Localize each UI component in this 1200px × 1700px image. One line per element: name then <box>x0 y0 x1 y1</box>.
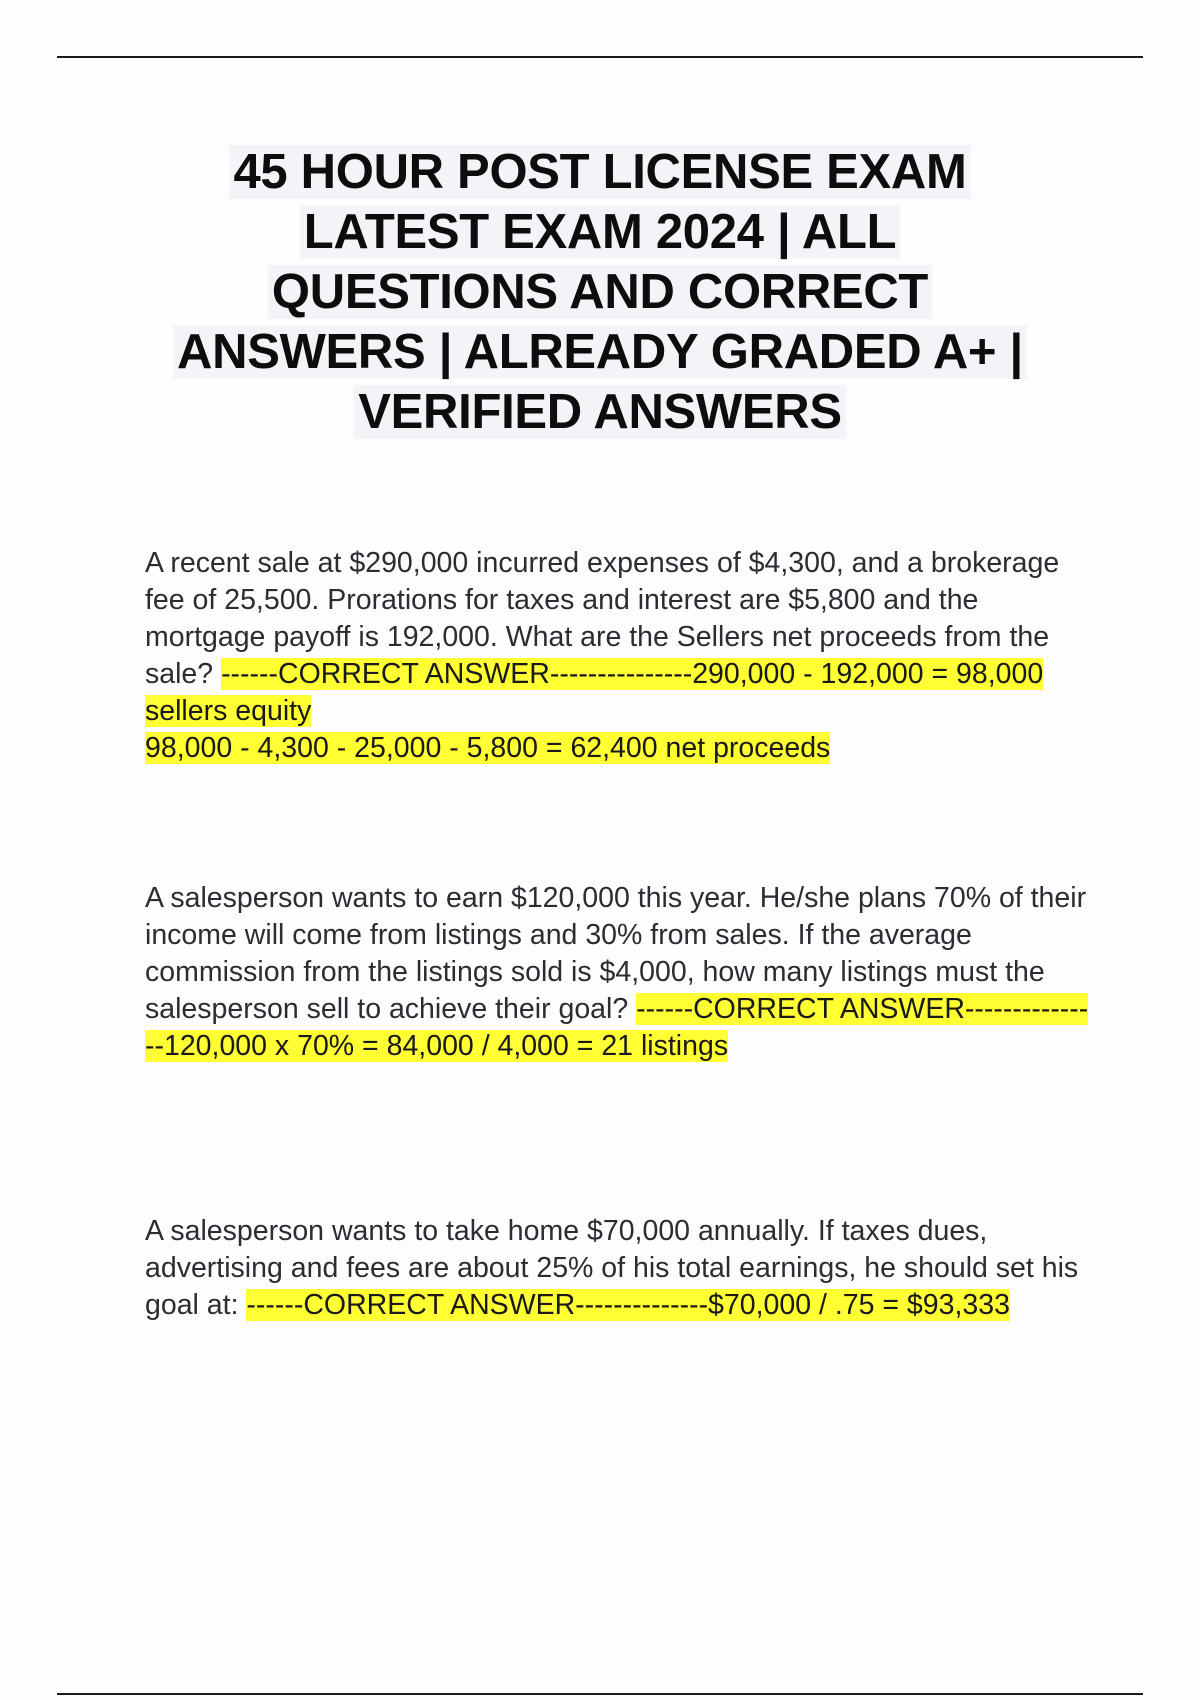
question-text: A recent sale at $290,000 incurred expenses of $4,300, and a brokerage fee of 25,500. Prorations for taxes and interest are $5,800 and the mortgage payoff is 192,000. What are the Sellers net proceeds from the sale? <box>145 547 1060 690</box>
answer-text: ------CORRECT ANSWER---------------120,000 x 70% = 84,000 / 4,000 = 21 listings <box>145 993 1089 1062</box>
answer-text: 98,000 - 4,300 - 25,000 - 5,800 = 62,400 net proceeds <box>145 732 831 764</box>
title-line: QUESTIONS AND CORRECT <box>268 265 932 319</box>
answer-highlight <box>246 1289 1010 1321</box>
question-text: A salesperson wants to take home $70,000 annually. If taxes dues, advertising and fees are about 25% of his total earnings, he should set his goal at: <box>145 1215 1079 1321</box>
title-line: VERIFIED ANSWERS <box>354 385 845 439</box>
answer-text: ------CORRECT ANSWER--------------$70,000 / .75 = $93,333 <box>246 1289 1010 1321</box>
answer-text: ------CORRECT ANSWER---------------290,000 - 192,000 = 98,000 sellers equity <box>145 658 1044 727</box>
title-line: LATEST EXAM 2024 | ALL <box>300 205 900 259</box>
question-text: A salesperson wants to earn $120,000 this year. He/she plans 70% of their income will come from listings and 30% from sales. If the average commission from the listings sold is $4,000, how many listings must the salesperson sell to achieve their goal? <box>145 882 1087 1025</box>
question-block <box>145 545 1090 767</box>
title-line: ANSWERS | ALREADY GRADED A+ | <box>173 325 1027 379</box>
question-block <box>145 1213 1090 1324</box>
title-line: 45 HOUR POST LICENSE EXAM <box>229 145 970 199</box>
header-rule <box>57 56 1143 58</box>
answer-highlight <box>145 658 1043 764</box>
question-block <box>145 880 1090 1065</box>
document-title <box>140 142 1060 442</box>
footer-rule <box>57 1693 1143 1695</box>
